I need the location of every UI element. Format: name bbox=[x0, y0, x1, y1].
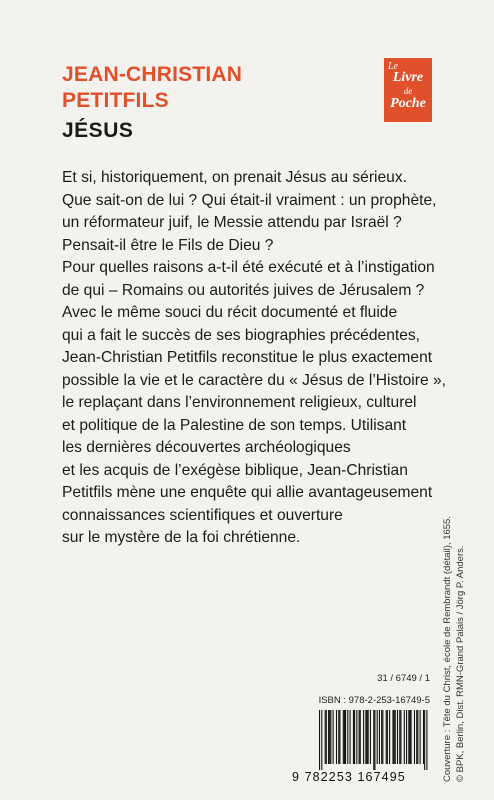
barcode-bar bbox=[360, 710, 361, 764]
barcode-bar bbox=[414, 710, 415, 764]
barcode-bar bbox=[399, 710, 400, 764]
barcode-bar bbox=[411, 710, 412, 764]
barcode-bar bbox=[370, 710, 371, 764]
barcode-bar bbox=[366, 710, 367, 764]
blurb-line: connaissances scientifiques et ouverture bbox=[62, 506, 343, 524]
blurb-line: Que sait-on de lui ? Qui était-il vraiment : un prophète, bbox=[62, 191, 437, 209]
barcode-bar bbox=[379, 710, 380, 764]
blurb-line: Avec le même souci du récit documenté et fluide bbox=[62, 304, 398, 321]
barcode-bar bbox=[426, 710, 427, 770]
blurb-line: sur le mystère de la foi chrétienne. bbox=[62, 529, 301, 546]
barcode-bar bbox=[325, 710, 326, 764]
barcode-bar bbox=[424, 710, 425, 770]
barcode-bar bbox=[400, 710, 401, 764]
blurb-line: Jean-Christian Petitfils reconstitue le plus exactement bbox=[62, 349, 433, 366]
barcode-bar bbox=[377, 710, 378, 764]
blurb-line: qui a fait le succès de ses biographies précédentes, bbox=[62, 326, 421, 344]
barcode-bar bbox=[359, 710, 360, 764]
author-name bbox=[62, 62, 242, 114]
barcode-bar bbox=[408, 710, 409, 764]
barcode-bar bbox=[338, 710, 339, 764]
barcode-bar bbox=[365, 710, 366, 764]
barcode-bar bbox=[395, 710, 396, 764]
barcode-bar bbox=[406, 710, 407, 764]
barcode-bar bbox=[409, 710, 410, 764]
barcode-bar bbox=[356, 710, 357, 764]
author-line-2: PETITFILS bbox=[62, 89, 169, 112]
barcode-bar bbox=[420, 710, 421, 764]
logo-livre: Livre bbox=[392, 70, 424, 85]
blurb-line: et les acquis de l’exégèse biblique, Jean-Christian bbox=[62, 461, 408, 479]
blurb-line: les dernières découvertes archéologiques bbox=[62, 439, 351, 456]
author-line-1: JEAN-CHRISTIAN bbox=[62, 63, 243, 86]
barcode-bar bbox=[386, 710, 387, 764]
barcode-bar bbox=[343, 710, 344, 764]
logo-de: de bbox=[403, 86, 413, 96]
barcode-bar bbox=[363, 710, 364, 764]
book-title: JÉSUS bbox=[62, 119, 134, 142]
blurb-line: Et si, historiquement, on prenait Jésus au sérieux. bbox=[62, 169, 407, 186]
barcode-bar bbox=[416, 710, 417, 764]
barcode-bar bbox=[392, 710, 393, 764]
barcode-bar bbox=[381, 710, 382, 764]
barcode-bar bbox=[339, 710, 340, 764]
barcode-bar bbox=[417, 710, 418, 764]
barcode-bar bbox=[345, 710, 346, 764]
barcode-bar bbox=[354, 710, 355, 764]
barcode-bar bbox=[404, 710, 405, 764]
catalog-code: 31 / 6749 / 1 bbox=[377, 673, 430, 684]
barcode-bar bbox=[374, 710, 375, 770]
barcode-bar bbox=[373, 710, 374, 770]
barcode-bar bbox=[329, 710, 330, 764]
barcode-bar bbox=[368, 710, 369, 764]
blurb-line: Pensait-il être le Fils de Dieu ? bbox=[62, 236, 274, 254]
barcode-bar bbox=[353, 710, 354, 764]
credit-line-2: © BPK, Berlin, Dist. RMN-Grand Palais / Jörg P. Anders. bbox=[455, 545, 466, 782]
barcode-bar bbox=[350, 710, 351, 764]
barcode-bar bbox=[319, 710, 320, 770]
blurb-line: le replaçant dans l’environnement religieux, culturel bbox=[62, 394, 417, 411]
barcode-digits: 9 782253 167495 bbox=[292, 770, 406, 784]
blurb-line: Pour quelles raisons a-t-il été exécuté et à l’instigation bbox=[62, 259, 435, 276]
blurb-line: un réformateur juif, le Messie attendu par Israël ? bbox=[62, 214, 402, 231]
barcode-bar bbox=[328, 710, 329, 764]
barcode-bar bbox=[387, 710, 388, 764]
barcode-bar bbox=[333, 710, 334, 764]
barcode-bar bbox=[382, 710, 383, 764]
publisher-logo bbox=[384, 58, 432, 122]
barcode-bars bbox=[313, 710, 433, 770]
barcode-bar bbox=[347, 710, 348, 764]
blurb-line: de qui – Romains ou autorités juives de Jérusalem ? bbox=[62, 281, 425, 299]
barcode-bar bbox=[397, 710, 398, 764]
logo-poche: Poche bbox=[390, 96, 426, 111]
logo-le: Le bbox=[388, 61, 398, 72]
isbn-number: ISBN : 978-2-253-16749-5 bbox=[318, 695, 430, 706]
cover-credit bbox=[441, 516, 467, 782]
barcode-bar bbox=[336, 710, 337, 764]
barcode-bar bbox=[326, 710, 327, 764]
barcode-bar bbox=[389, 710, 390, 764]
blurb-line: possible la vie et le caractère du « Jésus de l’Histoire », bbox=[62, 371, 446, 389]
back-cover-blurb bbox=[62, 167, 446, 550]
barcode-bar bbox=[423, 710, 424, 764]
barcode-bar bbox=[394, 710, 395, 764]
blurb-line: Petitfils mène une enquête qui allie avantageusement bbox=[62, 484, 433, 501]
credit-line-1: Couverture : Tête du Christ, école de Rembrandt (détail), 1655. bbox=[442, 516, 453, 782]
barcode-bar bbox=[330, 710, 331, 764]
barcode-bar bbox=[321, 710, 322, 770]
barcode-bar bbox=[344, 710, 345, 764]
blurb-line: et politique de la Palestine de son temps. Utilisant bbox=[62, 416, 407, 434]
